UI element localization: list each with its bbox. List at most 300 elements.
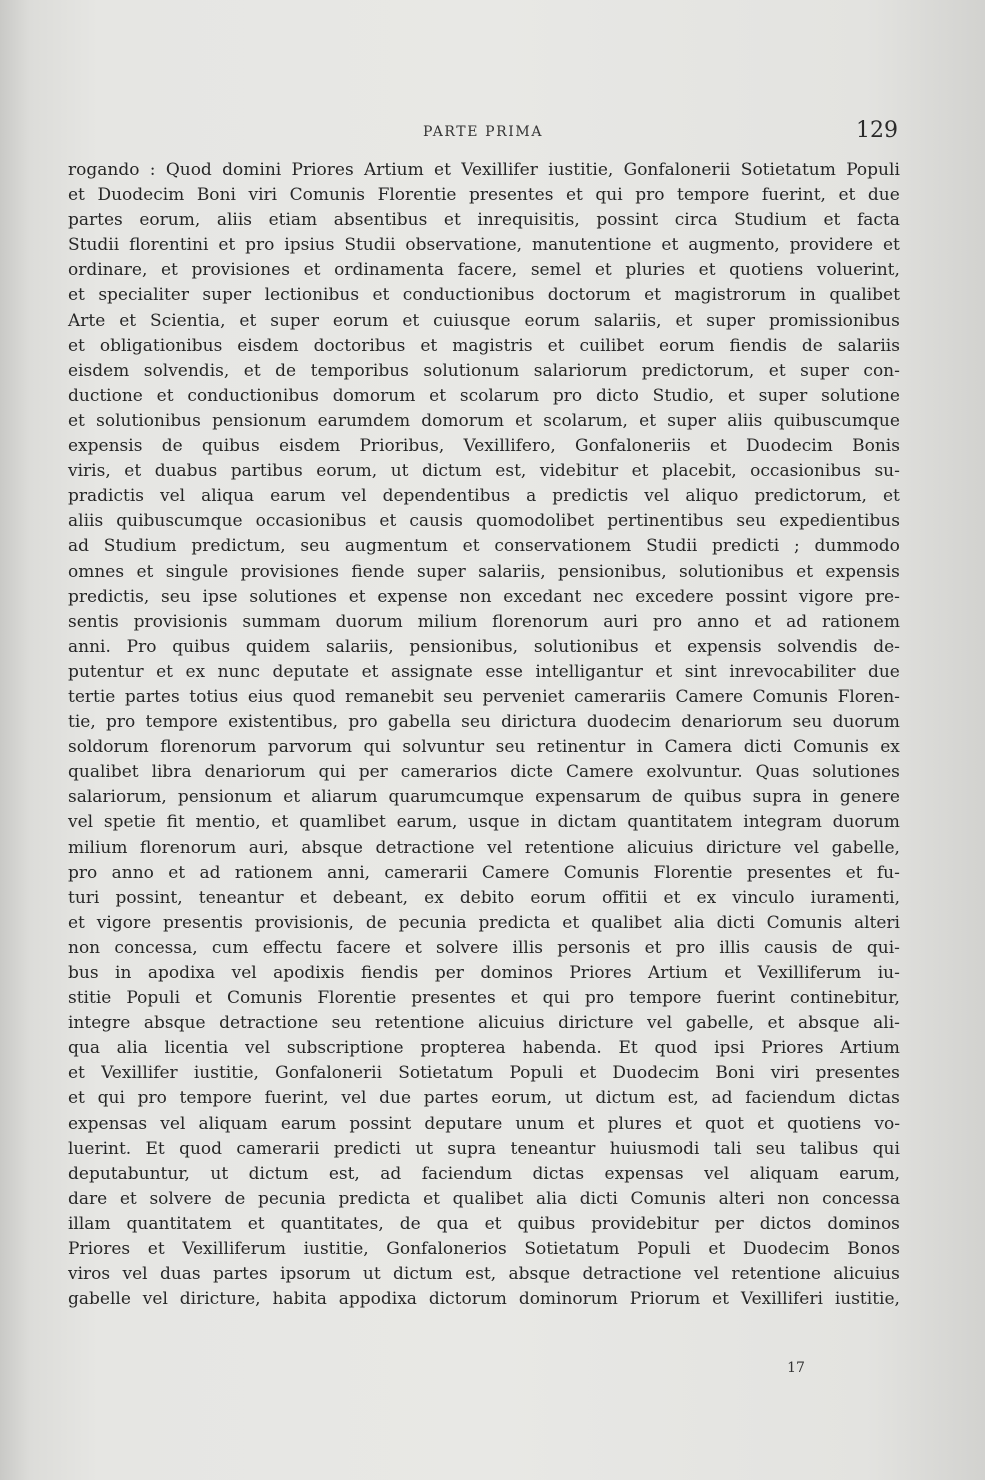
word: concessa,: [114, 937, 198, 958]
text-line: [68, 208, 900, 233]
word: vel: [122, 1264, 148, 1285]
word: et: [655, 661, 673, 682]
word: ex: [880, 737, 900, 758]
word: Et: [145, 1138, 165, 1159]
word: solutiones: [812, 762, 900, 783]
word: Comunis: [289, 185, 366, 206]
word: rationem: [822, 611, 900, 632]
word: partibus: [230, 461, 303, 482]
word: solvendis,: [143, 360, 230, 381]
word: placebit,: [662, 461, 737, 482]
word: provisiones: [191, 260, 290, 281]
text-line: [68, 1086, 900, 1111]
word: Camere: [565, 762, 634, 783]
word: ordinamenta: [334, 260, 444, 281]
word: vigore: [96, 912, 152, 933]
word: qua: [68, 1038, 100, 1059]
word: doctoribus: [313, 335, 406, 356]
word: sentis: [68, 611, 119, 632]
word: tie,: [68, 712, 96, 733]
word: Comunis: [226, 988, 303, 1009]
word: ut: [564, 1088, 583, 1109]
word: et: [484, 1213, 502, 1234]
word: provisiones: [240, 561, 339, 582]
word: offitii: [601, 887, 648, 908]
word: tali: [713, 1138, 742, 1159]
word: quomodolibet: [475, 511, 595, 532]
word: apodixa: [147, 963, 216, 983]
word: et: [404, 937, 422, 958]
word: Quas: [755, 762, 800, 783]
word: dependentibus: [382, 486, 511, 507]
word: et: [712, 1289, 729, 1310]
word: Camera: [664, 737, 733, 758]
word: retentione: [374, 1013, 465, 1034]
word: vel: [793, 837, 820, 858]
word: pro: [245, 235, 275, 256]
word: inrevocabiliter: [729, 661, 856, 682]
word: Vexillifero,: [463, 436, 556, 457]
text-line: [68, 459, 900, 484]
word: scolarum,: [543, 410, 628, 431]
text-line: [68, 936, 900, 961]
word: illis: [512, 937, 543, 958]
word: in: [812, 787, 829, 808]
word: et: [644, 937, 662, 958]
word: qua: [436, 1213, 469, 1234]
word: seu: [792, 712, 823, 733]
word: pluries: [625, 260, 686, 281]
word: Boni: [196, 185, 236, 206]
word: et: [124, 461, 142, 482]
text-line: [68, 735, 900, 760]
text-line: [68, 785, 900, 810]
word: videbitur: [539, 461, 619, 482]
word: Artium: [648, 963, 708, 983]
text-line: [68, 810, 900, 835]
word: camerarii: [236, 1138, 320, 1159]
word: remanebit: [345, 686, 434, 707]
word: debito: [459, 887, 515, 908]
word: cuiusque: [433, 310, 511, 331]
word: quotiens: [729, 260, 804, 281]
word: Artium: [363, 160, 424, 180]
text-line: [68, 1262, 900, 1287]
word: fuerint: [716, 988, 776, 1009]
word: seu: [443, 686, 473, 707]
word: stitie: [68, 988, 112, 1009]
word: qui: [542, 988, 570, 1009]
word: predictorum,: [641, 360, 755, 381]
word: predictum,: [191, 536, 286, 557]
word: Populi: [509, 1063, 564, 1084]
word: iuramenti,: [810, 887, 900, 908]
word: ut: [362, 1264, 381, 1285]
word: et: [160, 260, 178, 281]
word: Comunis: [630, 1188, 706, 1209]
word: absque: [797, 1013, 860, 1034]
word: plures: [607, 1113, 662, 1134]
word: auri: [603, 611, 638, 632]
word: qui: [363, 737, 391, 758]
word: solvendis: [777, 636, 858, 657]
word: vel: [341, 1088, 367, 1109]
word: expensis: [68, 436, 143, 457]
word: qualibet: [591, 912, 662, 933]
word: predicta: [338, 1188, 411, 1209]
word: super: [416, 561, 466, 582]
word: seu: [461, 712, 491, 733]
word: dicto: [595, 385, 639, 406]
word: Populi: [846, 160, 900, 180]
word: tempore: [677, 185, 750, 206]
word: dictum: [595, 1088, 656, 1109]
text-line: [68, 660, 900, 685]
text-line: [68, 359, 900, 384]
word: eisdem: [237, 335, 299, 356]
word: et: [644, 285, 661, 306]
word: et: [348, 586, 366, 607]
word: solutionibus: [533, 636, 639, 657]
word: viri: [770, 1063, 800, 1084]
word: Priores: [761, 1038, 824, 1059]
word: et: [68, 410, 85, 431]
word: et: [434, 160, 451, 180]
word: Floren-: [837, 686, 900, 707]
word: fiendis: [729, 335, 787, 356]
word: de: [831, 937, 853, 958]
word: et: [136, 561, 154, 582]
word: teneantur: [510, 1138, 596, 1159]
word: bus: [68, 963, 99, 983]
word: pro: [675, 937, 705, 958]
word: et: [156, 661, 173, 682]
word: et: [299, 887, 317, 908]
word: dictum: [248, 1163, 309, 1184]
running-head: [68, 118, 898, 158]
word: Camere: [675, 686, 744, 707]
word: Priorum: [629, 1289, 701, 1310]
word: possint: [596, 210, 659, 231]
word: aliarum: [311, 787, 378, 808]
word: et: [631, 461, 649, 482]
word: eius: [247, 686, 283, 707]
word: et: [303, 260, 321, 281]
word: solutione: [821, 385, 900, 406]
word: quibus: [172, 636, 231, 657]
word: quibus: [683, 787, 742, 808]
word: dictum: [393, 1264, 453, 1285]
word: quot: [705, 1113, 744, 1134]
word: et: [218, 235, 236, 256]
word: solutionibus: [96, 410, 201, 431]
word: pertinentibus: [607, 511, 724, 532]
word: alia: [116, 1038, 148, 1059]
word: super: [800, 360, 849, 381]
word: dictum: [422, 461, 482, 482]
word: alicuius: [478, 1013, 545, 1034]
word: aliqua: [201, 486, 255, 507]
word: per: [358, 762, 388, 783]
word: ipse: [202, 586, 238, 607]
running-title: PARTE PRIMA: [422, 124, 544, 140]
word: qualibet: [829, 285, 900, 306]
word: gabelle,: [831, 837, 900, 858]
word: et: [562, 912, 580, 933]
word: turi: [68, 887, 100, 908]
word: presentes: [469, 185, 554, 206]
word: est,: [328, 1163, 360, 1184]
word: super: [706, 310, 756, 331]
word: mentio,: [195, 812, 261, 833]
word: Comunis: [793, 737, 869, 758]
word: ipsorum: [280, 1264, 351, 1285]
text-line: [68, 409, 900, 434]
word: scolarum: [459, 385, 540, 406]
word: supra: [752, 787, 802, 808]
word: su-: [874, 461, 900, 482]
text-line: [68, 158, 900, 183]
word: Gonfalonerii: [623, 160, 731, 180]
word: et: [68, 285, 85, 306]
word: propterea: [420, 1038, 506, 1059]
word: domorum: [421, 410, 504, 431]
text-line: [68, 610, 900, 635]
word: dicte: [510, 762, 554, 783]
word: super: [758, 385, 808, 406]
word: deputate: [272, 661, 350, 682]
word: facta: [856, 210, 900, 231]
word: ad: [786, 611, 808, 632]
word: et: [462, 536, 480, 557]
word: fuerint,: [761, 185, 826, 206]
word: sint: [684, 661, 717, 682]
word: circa: [674, 210, 718, 231]
word: tempore: [145, 712, 218, 733]
word: nunc: [217, 661, 260, 682]
word: rogando: [68, 160, 140, 180]
word: lectionibus: [264, 285, 360, 306]
word: Arte: [68, 310, 106, 331]
word: et: [147, 1239, 165, 1260]
word: pro: [584, 988, 615, 1009]
word: quibuscumque: [116, 511, 243, 532]
signature-mark: 17: [787, 1360, 805, 1376]
word: predicta: [478, 912, 551, 933]
word: et: [68, 1088, 85, 1109]
word: provisionis: [133, 611, 228, 632]
word: singule: [165, 561, 229, 582]
word: Studium: [103, 536, 177, 557]
word: presentes: [411, 988, 496, 1009]
text-line: [68, 1061, 900, 1086]
word: anno: [697, 611, 740, 632]
word: quotiens: [787, 1113, 862, 1134]
word: dictas: [532, 1163, 585, 1184]
word: denariorum: [204, 762, 306, 783]
word: dominos: [827, 1213, 900, 1234]
word: eorum: [524, 310, 581, 331]
word: obligationibus: [99, 335, 223, 356]
word: expensis: [825, 561, 900, 582]
word: teneantur: [198, 887, 284, 908]
word: augmento,: [688, 235, 780, 256]
word: solutiones: [249, 586, 337, 607]
word: absentibus: [333, 210, 428, 231]
word: assignate: [390, 661, 473, 682]
word: Gonfalonerios: [386, 1239, 507, 1260]
word: ad: [68, 536, 90, 557]
word: et: [372, 285, 390, 306]
word: vinculo: [732, 887, 795, 908]
word: pro: [348, 712, 378, 733]
word: predictorum,: [754, 486, 867, 507]
word: et: [243, 360, 261, 381]
text-line: [68, 760, 900, 785]
word: vel: [341, 486, 367, 507]
word: et: [674, 1113, 692, 1134]
word: pensionibus,: [409, 636, 519, 657]
word: solvere: [149, 1188, 212, 1209]
word: absque: [143, 1013, 206, 1034]
word: et: [708, 1239, 726, 1260]
word: fuerint,: [264, 1088, 329, 1109]
word: et: [247, 1213, 265, 1234]
word: partes: [212, 1264, 268, 1285]
word: alteri: [853, 912, 900, 933]
word: retinentur: [536, 737, 626, 758]
word: et: [882, 235, 900, 256]
word: de: [275, 360, 297, 381]
word: Scientia,: [150, 310, 226, 331]
word: et: [698, 260, 716, 281]
word: providebitur: [591, 1213, 699, 1234]
word: a: [526, 486, 537, 507]
word: providere: [789, 235, 874, 256]
word: facere,: [457, 260, 518, 281]
word: due: [867, 661, 900, 682]
word: Populi: [126, 988, 181, 1009]
word: predictis: [552, 486, 629, 507]
word: pensionibus,: [558, 561, 667, 582]
word: Boni: [715, 1063, 755, 1084]
word: Vexilliferi: [740, 1289, 823, 1310]
word: ut: [415, 1138, 434, 1159]
word: de-: [873, 636, 900, 657]
word: et: [882, 486, 900, 507]
word: absque: [301, 837, 363, 858]
word: ductione: [68, 385, 143, 406]
word: ;: [793, 536, 800, 557]
word: inrequisitis,: [477, 210, 580, 231]
word: dare: [68, 1188, 108, 1209]
word: etiam: [268, 210, 318, 231]
word: luerint.: [68, 1138, 132, 1159]
word: et: [515, 410, 533, 431]
word: est,: [465, 1264, 497, 1285]
word: super: [667, 410, 716, 431]
word: et: [565, 185, 583, 206]
word: expensas: [604, 1163, 684, 1184]
word: faciendum: [745, 1088, 836, 1109]
word: possint: [725, 586, 788, 607]
word: huiusmodi: [609, 1138, 700, 1159]
word: et: [768, 360, 786, 381]
word: salariis,: [478, 561, 546, 582]
word: Pro: [126, 636, 157, 657]
word: et: [283, 787, 301, 808]
word: subscriptione: [286, 1038, 404, 1059]
word: qui: [97, 1088, 125, 1109]
word: duorum: [832, 812, 900, 833]
word: pecunia: [257, 1188, 326, 1209]
text-line: [68, 434, 900, 459]
word: et: [271, 812, 289, 833]
word: et: [547, 335, 565, 356]
word: dominorum: [518, 1289, 618, 1310]
word: et: [757, 1113, 774, 1134]
word: ut: [210, 1163, 229, 1184]
word: et: [402, 310, 420, 331]
word: ipsius: [284, 235, 335, 256]
word: eorum: [530, 887, 586, 908]
word: quod: [179, 1138, 223, 1159]
word: occasionibus: [750, 461, 861, 482]
word: et: [838, 185, 856, 206]
word: detractione: [219, 1013, 319, 1034]
word: diricture: [558, 1013, 634, 1034]
word: illam: [68, 1213, 111, 1234]
word: et: [68, 335, 85, 356]
word: cum: [211, 937, 249, 958]
word: est,: [495, 461, 527, 482]
word: quibus: [517, 1213, 576, 1234]
word: salariorum,: [68, 787, 167, 808]
word: partes: [423, 1088, 479, 1109]
word: quamlibet: [299, 812, 386, 833]
word: conductionibus: [187, 385, 319, 406]
word: vel: [644, 486, 670, 507]
text-line: [68, 1212, 900, 1237]
text-line: [68, 509, 900, 534]
word: Studii: [68, 235, 120, 256]
word: dummodo: [814, 536, 900, 557]
word: pro: [552, 385, 583, 406]
word: gabelle: [68, 1289, 131, 1310]
word: dictorum: [428, 1289, 507, 1310]
word: de: [365, 912, 387, 933]
word: promissionibus: [768, 310, 900, 331]
word: detractione: [375, 837, 475, 858]
word: effectu: [262, 937, 323, 958]
word: seu: [300, 536, 331, 557]
word: predicti: [333, 1138, 401, 1159]
word: eorum,: [139, 210, 201, 231]
word: ordinare,: [68, 260, 148, 281]
word: ad: [199, 862, 221, 883]
word: talibus: [799, 1138, 859, 1159]
word: possint,: [115, 887, 183, 908]
text-line: [68, 334, 900, 359]
word: Duodecim: [746, 436, 833, 457]
word: observatione,: [405, 235, 523, 256]
word: florenorum: [160, 737, 257, 758]
word: eorum,: [316, 461, 378, 482]
word: quantitates,: [280, 1213, 384, 1234]
word: presentes: [815, 1063, 900, 1084]
word: camerarios: [400, 762, 498, 783]
word: eorum: [332, 310, 389, 331]
